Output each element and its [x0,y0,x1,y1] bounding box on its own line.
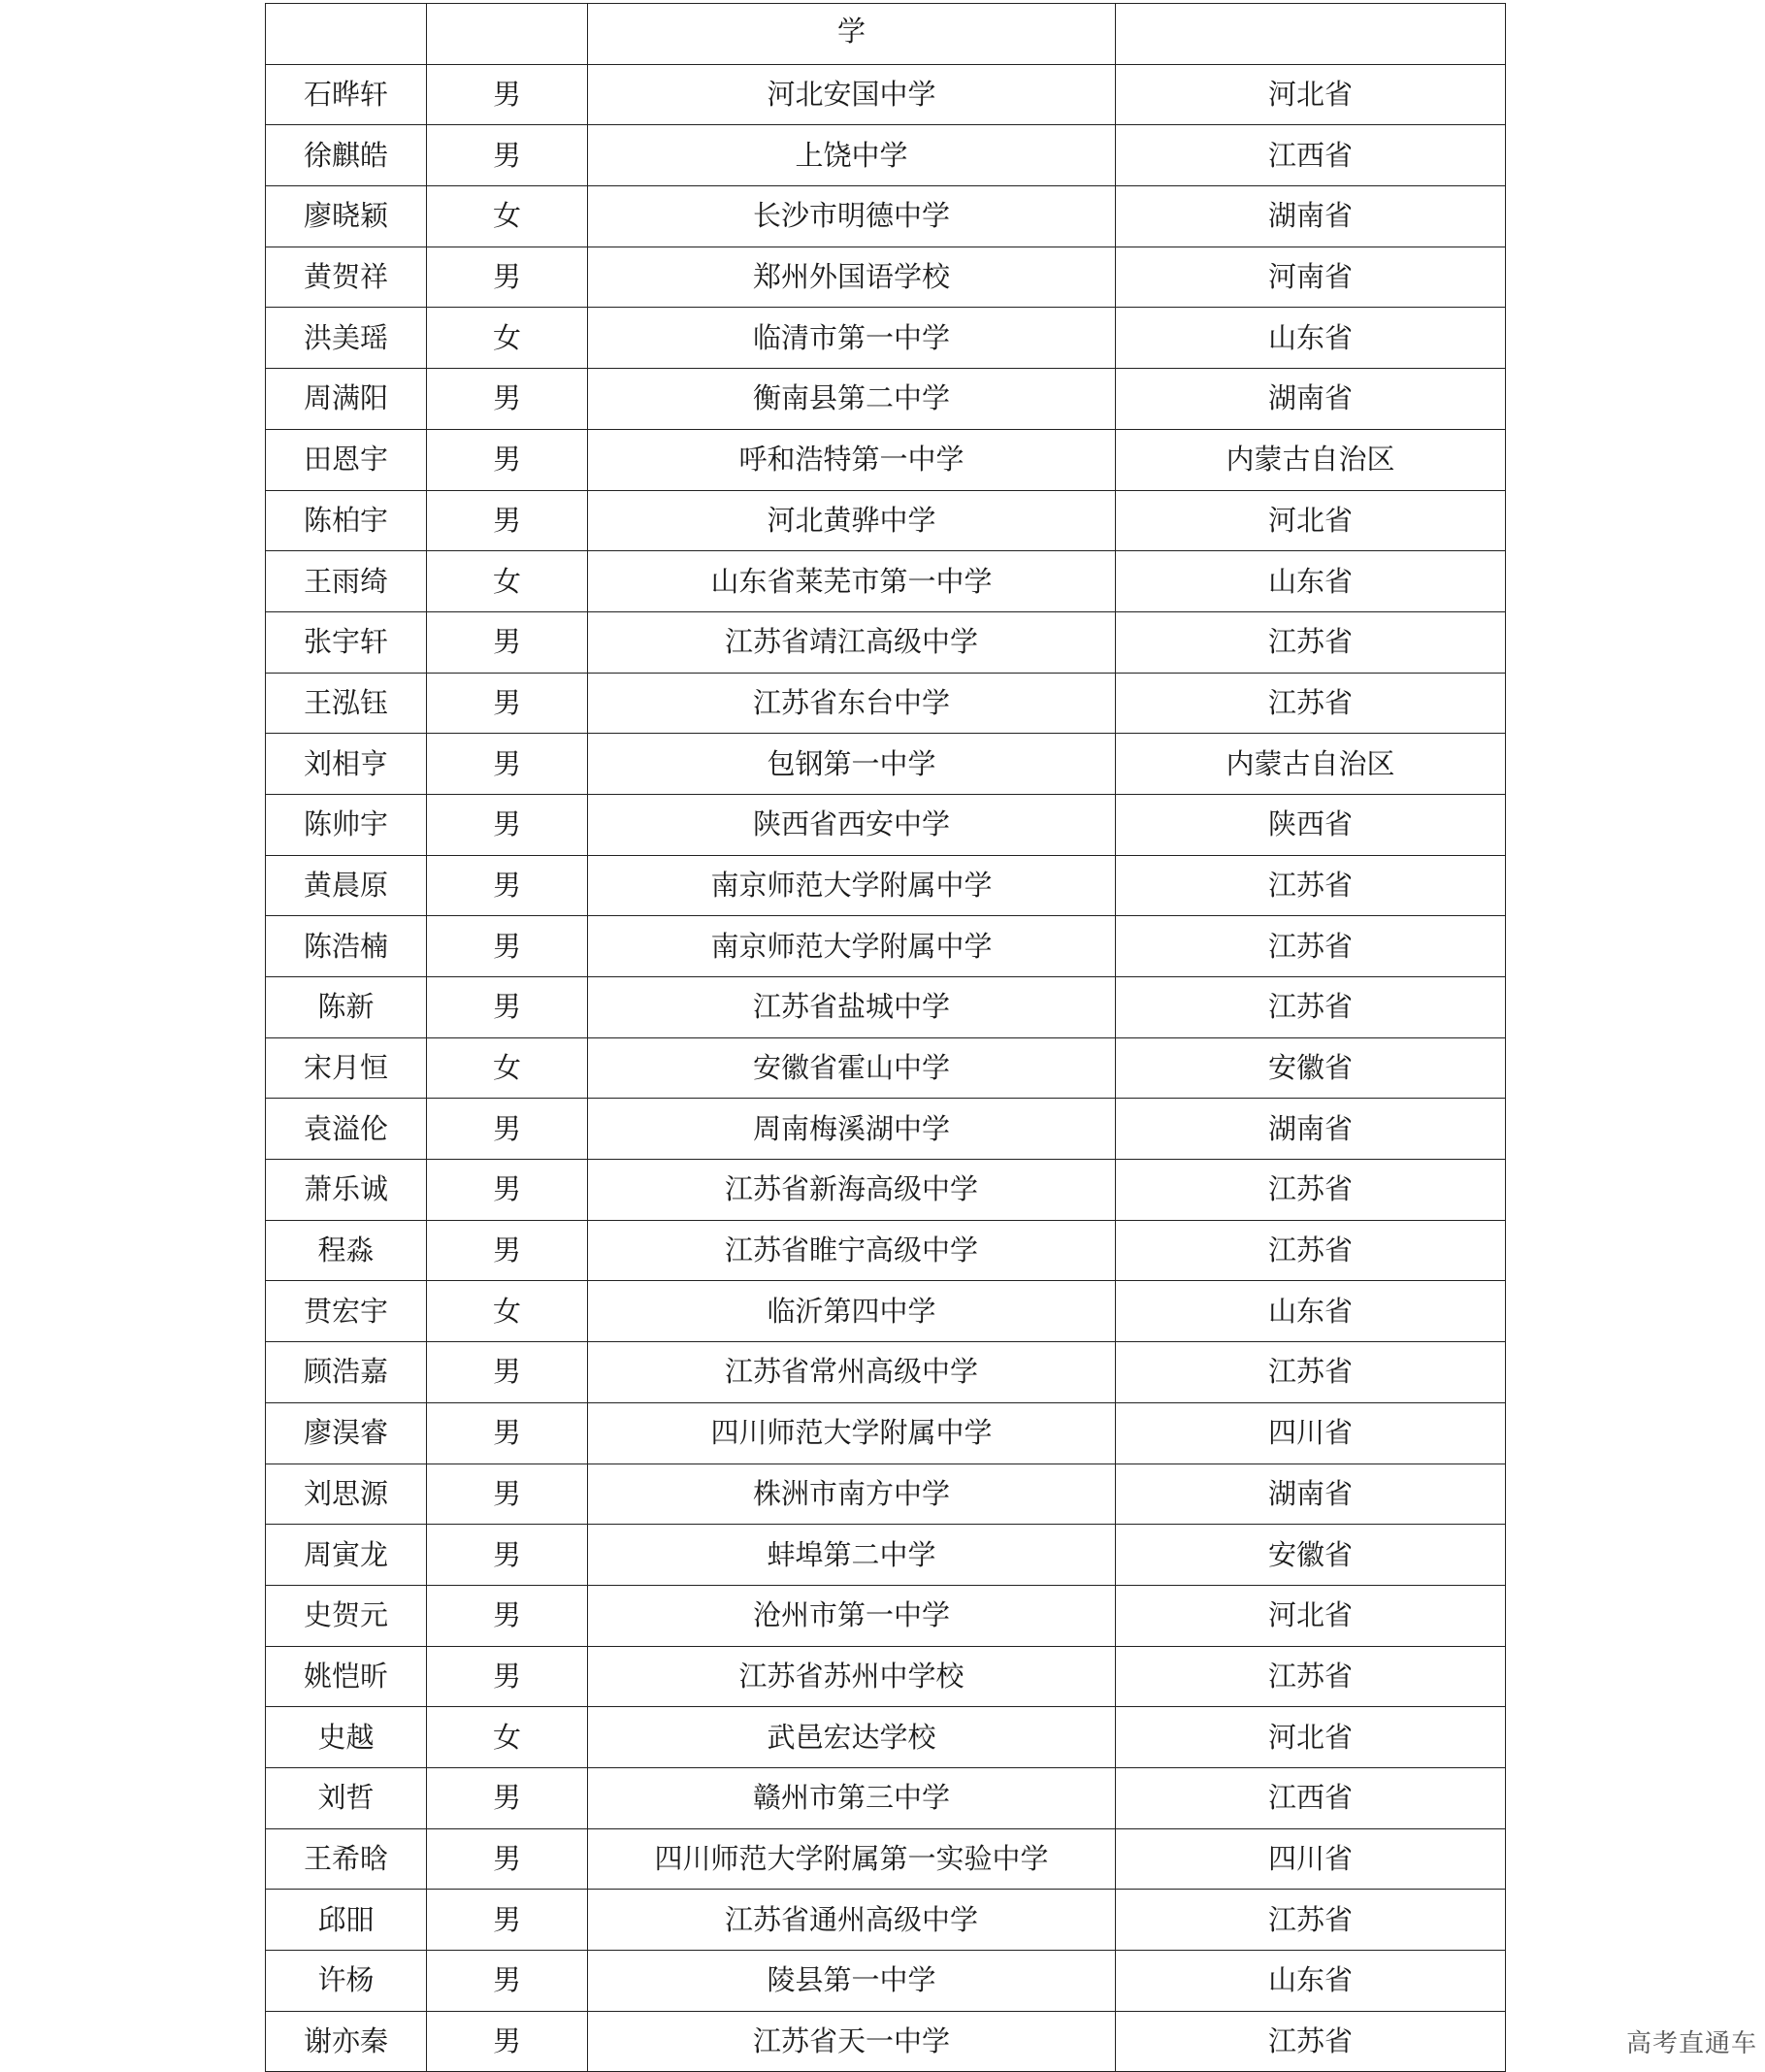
cell-school: 江苏省通州高级中学 [588,1890,1116,1951]
cell-province: 江苏省 [1116,1342,1506,1403]
cell-name: 姚恺昕 [266,1646,427,1707]
table-row [266,673,1506,734]
table-row [266,1281,1506,1342]
cell-gender: 男 [427,1342,588,1403]
cell-name: 许杨 [266,1951,427,2012]
cell-province: 江西省 [1116,1767,1506,1828]
cell-gender: 男 [427,1890,588,1951]
cell-gender: 男 [427,1160,588,1221]
cell-province: 山东省 [1116,308,1506,369]
cell-province: 河北省 [1116,64,1506,125]
cell-name: 王泓钰 [266,673,427,734]
cell-name: 刘思源 [266,1464,427,1525]
cell-gender: 女 [427,186,588,247]
cell-name: 宋月恒 [266,1037,427,1099]
cell-name: 廖晓颖 [266,186,427,247]
cell-school: 武邑宏达学校 [588,1707,1116,1768]
cell-school: 江苏省盐城中学 [588,977,1116,1038]
table-row [266,429,1506,490]
cell-province: 江苏省 [1116,855,1506,916]
header-cell-school: 学 [588,4,1116,65]
table-row [266,734,1506,795]
cell-gender: 男 [427,1828,588,1890]
cell-name: 陈帅宇 [266,794,427,855]
cell-province: 安徽省 [1116,1037,1506,1099]
cell-gender: 男 [427,429,588,490]
cell-province: 山东省 [1116,551,1506,612]
cell-province: 江苏省 [1116,1646,1506,1707]
student-roster-table [265,3,1506,2072]
table-row [266,1585,1506,1646]
cell-gender: 男 [427,369,588,430]
table-row [266,1890,1506,1951]
table-row [266,794,1506,855]
cell-gender: 男 [427,1402,588,1464]
cell-gender: 男 [427,916,588,977]
cell-name: 黄晨原 [266,855,427,916]
cell-province: 四川省 [1116,1828,1506,1890]
table-row [266,308,1506,369]
cell-name: 袁溢伦 [266,1099,427,1160]
cell-school: 安徽省霍山中学 [588,1037,1116,1099]
cell-name: 陈浩楠 [266,916,427,977]
table-row [266,64,1506,125]
cell-gender: 男 [427,1767,588,1828]
cell-province: 河北省 [1116,1585,1506,1646]
cell-name: 程淼 [266,1220,427,1281]
cell-name: 石晔轩 [266,64,427,125]
cell-province: 山东省 [1116,1281,1506,1342]
table-row [266,369,1506,430]
cell-school: 株洲市南方中学 [588,1464,1116,1525]
table-row [266,125,1506,186]
cell-school: 山东省莱芜市第一中学 [588,551,1116,612]
cell-name: 萧乐诚 [266,1160,427,1221]
table-row [266,916,1506,977]
cell-province: 内蒙古自治区 [1116,734,1506,795]
cell-name: 徐麒皓 [266,125,427,186]
cell-province: 湖南省 [1116,1099,1506,1160]
cell-province: 山东省 [1116,1951,1506,2012]
table-row [266,1828,1506,1890]
cell-province: 江苏省 [1116,673,1506,734]
header-cell-gender [427,4,588,65]
cell-gender: 男 [427,125,588,186]
cell-name: 贯宏宇 [266,1281,427,1342]
cell-gender: 女 [427,1037,588,1099]
table-row [266,186,1506,247]
cell-school: 江苏省靖江高级中学 [588,611,1116,673]
cell-province: 江苏省 [1116,1160,1506,1221]
table-row [266,611,1506,673]
cell-gender: 男 [427,1220,588,1281]
table-row [266,1646,1506,1707]
cell-school: 呼和浩特第一中学 [588,429,1116,490]
table-row [266,1464,1506,1525]
cell-province: 湖南省 [1116,186,1506,247]
cell-gender: 女 [427,551,588,612]
cell-name: 廖淏睿 [266,1402,427,1464]
cell-school: 陵县第一中学 [588,1951,1116,2012]
cell-name: 张宇轩 [266,611,427,673]
cell-gender: 男 [427,2011,588,2072]
table-row [266,1220,1506,1281]
cell-gender: 男 [427,977,588,1038]
cell-school: 临清市第一中学 [588,308,1116,369]
cell-school: 江苏省东台中学 [588,673,1116,734]
cell-name: 刘哲 [266,1767,427,1828]
cell-province: 江苏省 [1116,977,1506,1038]
cell-gender: 男 [427,1951,588,2012]
table-row [266,247,1506,308]
cell-name: 陈柏宇 [266,490,427,551]
cell-province: 湖南省 [1116,369,1506,430]
table-row [266,2011,1506,2072]
cell-province: 河北省 [1116,490,1506,551]
cell-name: 史越 [266,1707,427,1768]
cell-gender: 男 [427,1525,588,1586]
cell-name: 陈新 [266,977,427,1038]
header-cell-province [1116,4,1506,65]
cell-gender: 男 [427,855,588,916]
cell-name: 刘相亨 [266,734,427,795]
cell-name: 黄贺祥 [266,247,427,308]
cell-school: 长沙市明德中学 [588,186,1116,247]
cell-name: 谢亦秦 [266,2011,427,2072]
cell-school: 上饶中学 [588,125,1116,186]
header-cell-name [266,4,427,65]
table-row [266,977,1506,1038]
cell-gender: 男 [427,673,588,734]
cell-gender: 男 [427,490,588,551]
cell-province: 河南省 [1116,247,1506,308]
cell-province: 陕西省 [1116,794,1506,855]
cell-gender: 男 [427,1099,588,1160]
cell-province: 安徽省 [1116,1525,1506,1586]
cell-school: 四川师范大学附属第一实验中学 [588,1828,1116,1890]
cell-gender: 男 [427,734,588,795]
cell-name: 王雨绮 [266,551,427,612]
table-row [266,1160,1506,1221]
cell-province: 内蒙古自治区 [1116,429,1506,490]
cell-school: 沧州市第一中学 [588,1585,1116,1646]
cell-school: 南京师范大学附属中学 [588,855,1116,916]
cell-gender: 女 [427,1281,588,1342]
cell-school: 江苏省睢宁高级中学 [588,1220,1116,1281]
table-row [266,551,1506,612]
cell-gender: 女 [427,1707,588,1768]
cell-gender: 男 [427,1585,588,1646]
table-row [266,1099,1506,1160]
table-row [266,1767,1506,1828]
cell-school: 临沂第四中学 [588,1281,1116,1342]
cell-gender: 女 [427,308,588,369]
cell-school: 赣州市第三中学 [588,1767,1116,1828]
cell-province: 江苏省 [1116,1220,1506,1281]
cell-name: 田恩宇 [266,429,427,490]
cell-gender: 男 [427,247,588,308]
cell-name: 顾浩嘉 [266,1342,427,1403]
cell-province: 江苏省 [1116,916,1506,977]
header-row [266,4,1506,65]
cell-province: 河北省 [1116,1707,1506,1768]
cell-school: 陕西省西安中学 [588,794,1116,855]
cell-province: 江苏省 [1116,1890,1506,1951]
table-row [266,1707,1506,1768]
cell-name: 周寅龙 [266,1525,427,1586]
table-row [266,855,1506,916]
cell-gender: 男 [427,794,588,855]
table-row [266,1525,1506,1586]
cell-school: 江苏省天一中学 [588,2011,1116,2072]
cell-school: 周南梅溪湖中学 [588,1099,1116,1160]
table-row [266,1951,1506,2012]
table-row [266,1402,1506,1464]
cell-name: 王希晗 [266,1828,427,1890]
cell-school: 河北黄骅中学 [588,490,1116,551]
roster-body [266,4,1506,2072]
cell-school: 包钢第一中学 [588,734,1116,795]
cell-school: 江苏省新海高级中学 [588,1160,1116,1221]
table-row [266,490,1506,551]
cell-school: 四川师范大学附属中学 [588,1402,1116,1464]
cell-province: 江西省 [1116,125,1506,186]
cell-name: 邱昍 [266,1890,427,1951]
table-row [266,1342,1506,1403]
watermark-text: 高考直通车 [1625,2029,1757,2058]
cell-gender: 男 [427,64,588,125]
cell-school: 南京师范大学附属中学 [588,916,1116,977]
cell-province: 湖南省 [1116,1464,1506,1525]
cell-school: 河北安国中学 [588,64,1116,125]
cell-school: 郑州外国语学校 [588,247,1116,308]
cell-gender: 男 [427,1464,588,1525]
cell-name: 史贺元 [266,1585,427,1646]
table-row [266,1037,1506,1099]
cell-gender: 男 [427,1646,588,1707]
cell-name: 周满阳 [266,369,427,430]
cell-school: 江苏省常州高级中学 [588,1342,1116,1403]
cell-province: 四川省 [1116,1402,1506,1464]
cell-province: 江苏省 [1116,611,1506,673]
cell-gender: 男 [427,611,588,673]
cell-province: 江苏省 [1116,2011,1506,2072]
cell-school: 江苏省苏州中学校 [588,1646,1116,1707]
cell-school: 蚌埠第二中学 [588,1525,1116,1586]
cell-school: 衡南县第二中学 [588,369,1116,430]
cell-name: 洪美瑶 [266,308,427,369]
